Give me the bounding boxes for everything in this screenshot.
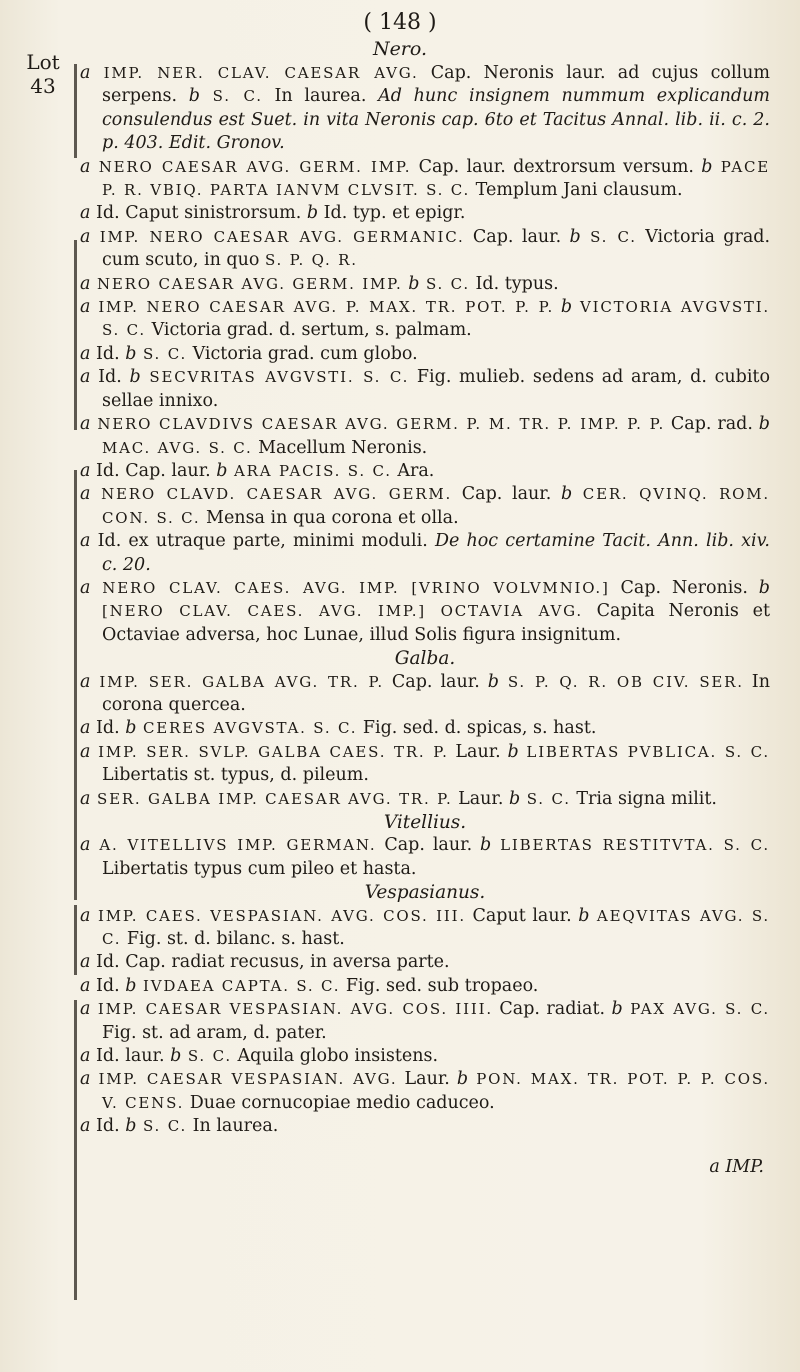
legend-text: NERO CLAVD. CAESAR AVG. GERM.	[90, 485, 453, 504]
legend-text: S. C.	[580, 227, 637, 246]
legend-text: PON. MAX. TR. POT. P. P. COS. V. CENS.	[102, 1070, 770, 1112]
description-text: In laurea.	[262, 86, 379, 107]
description-text: Fig. st. ad aram, d. pater.	[102, 1022, 327, 1043]
description-text: Cap. Neronis.	[609, 577, 759, 598]
side-label: a	[80, 63, 91, 83]
margin-rule	[74, 64, 77, 158]
legend-text: CER. QVINQ. ROM. CON. S. C.	[102, 485, 770, 527]
side-label: a	[80, 203, 91, 224]
margin-rule	[74, 470, 77, 900]
margin-rule	[74, 240, 77, 430]
side-label: b	[560, 484, 573, 505]
side-label: a	[80, 1069, 91, 1090]
side-label: b	[306, 203, 319, 224]
description-text: Libertatis typus cum pileo et hasta.	[102, 858, 417, 879]
legend-text: AEQVITAS AVG. S. C.	[102, 906, 770, 949]
side-label: b	[509, 788, 521, 809]
legend-text: IMP. CAESAR VESPASIAN. AVG. COS. IIII.	[90, 1000, 493, 1019]
side-label: b	[569, 226, 581, 247]
side-label: a	[80, 975, 91, 996]
description-text: Id.	[90, 1116, 126, 1137]
legend-text: NERO CLAVDIVS CAESAR AVG. GERM. P. M. TR. P. IMP. P. P.	[90, 415, 666, 434]
side-label: b	[125, 718, 137, 739]
lot-marker	[18, 50, 68, 98]
side-label: b	[507, 741, 519, 762]
side-label: b	[188, 86, 200, 107]
description-text: Id. typus.	[469, 273, 559, 294]
description-text: Cap. laur.	[464, 226, 570, 247]
legend-text: LIBERTAS RESTITVTA. S. C.	[491, 836, 770, 855]
description-text: In laurea.	[187, 1116, 279, 1137]
coin-entry	[80, 951, 770, 974]
description-text: Mensa in qua corona et olla.	[200, 507, 459, 528]
side-label: b	[758, 577, 770, 598]
legend-text: IMP. SER. SVLP. GALBA CAES. TR. P.	[90, 742, 449, 761]
legend-text: PACE P. R. VBIQ. PARTA IANVM CLVSIT. S. C.	[102, 157, 770, 200]
side-label: b	[487, 671, 499, 692]
description-text: Laur.	[448, 741, 508, 762]
margin-rule	[74, 905, 77, 975]
description-text: Macellum Neronis.	[252, 437, 428, 458]
coin-entry	[80, 1068, 770, 1115]
coin-entry	[80, 366, 770, 413]
side-label: a	[80, 460, 91, 481]
description-text: Victoria grad. cum globo.	[187, 343, 418, 364]
description-text: Victoria grad. cum scuto, in quo	[102, 226, 771, 271]
description-text: Libertatis st. typus, d. pileum.	[102, 765, 369, 786]
legend-text: A. VITELLIVS IMP. GERMAN.	[90, 836, 377, 855]
description-text: Ad hunc insignem nummum explicandum consulendus est Suet. in vita Neronis cap. 6to et Tacitus Annal. lib. ii. c. 2. p. 403. Edit. Gronov.	[102, 86, 770, 154]
coin-entry	[80, 741, 770, 788]
lot-label: Lot	[26, 50, 60, 74]
description-text: Caput laur.	[465, 905, 579, 926]
description-text: Id. ex utraque parte, minimi moduli.	[90, 531, 435, 552]
coin-entry	[80, 530, 770, 577]
side-label: a	[80, 671, 91, 692]
description-text: Aquila globo insistens.	[231, 1046, 439, 1067]
legend-text: SECVRITAS AVGVSTI. S. C.	[140, 368, 410, 387]
description-text: Cap. laur.	[376, 835, 481, 856]
side-label: b	[701, 156, 713, 177]
side-label: b	[129, 367, 141, 388]
legend-text: IMP. NER. CLAV. CAESAR AVG.	[90, 64, 419, 82]
coin-entry	[80, 717, 770, 740]
description-text: Cap. laur.	[452, 484, 561, 505]
side-label: b	[125, 1116, 137, 1137]
legend-text: NERO CLAV. CAES. AVG. IMP. [VRINO VOLVMNIO.]	[90, 578, 610, 597]
side-label: b	[170, 1046, 182, 1067]
coin-entry	[80, 273, 770, 296]
side-label: a	[80, 226, 91, 247]
side-label: a	[80, 718, 91, 739]
coin-entry	[80, 905, 770, 952]
legend-text: S. C.	[419, 274, 470, 293]
coin-entry	[80, 343, 770, 366]
description-text	[554, 297, 561, 317]
side-label: a	[80, 1116, 91, 1137]
coin-entry	[80, 202, 770, 225]
coin-entry	[80, 975, 770, 998]
side-label: b	[611, 999, 623, 1020]
coin-entry	[80, 834, 770, 881]
catchword: a IMP.	[709, 1157, 764, 1178]
description-text: Id.	[90, 975, 126, 996]
side-label: a	[80, 156, 91, 177]
side-label: a	[80, 367, 91, 388]
margin-rule	[74, 1000, 77, 1300]
description-text: Id.	[90, 718, 126, 739]
side-label: a	[80, 531, 91, 552]
legend-text: IVDAEA CAPTA. S. C.	[136, 976, 341, 995]
coin-entry	[80, 1115, 770, 1138]
description-text: Id. Cap. radiat recusus, in aversa parte.	[90, 952, 450, 973]
side-label: a	[80, 1046, 91, 1067]
legend-text: SER. GALBA IMP. CAESAR AVG. TR. P.	[90, 789, 453, 808]
side-label: b	[480, 835, 492, 856]
side-label: a	[80, 484, 91, 505]
section-heading: Galba.	[394, 648, 456, 670]
side-label: a	[80, 741, 91, 762]
legend-text: IMP. NERO CAESAR AVG. GERMANIC.	[90, 227, 465, 246]
side-label: a	[80, 297, 91, 318]
coin-entry	[80, 671, 770, 718]
legend-text: MAC. AVG. S. C.	[102, 438, 253, 457]
side-label: b	[560, 297, 573, 318]
coin-entry	[80, 483, 770, 530]
coin-entry	[80, 1045, 770, 1068]
legend-text: [NERO CLAV. CAES. AVG. IMP.] OCTAVIA AVG.	[102, 602, 583, 621]
side-label: a	[80, 273, 91, 294]
side-label: b	[125, 975, 137, 996]
side-label: b	[216, 460, 228, 481]
description-text: Id.	[90, 367, 130, 388]
page-number: ( 148 )	[363, 10, 437, 35]
legend-text: PAX AVG. S. C.	[622, 1000, 771, 1019]
legend-text: IMP. NERO CAESAR AVG. P. MAX. TR. POT. P. P.	[90, 298, 555, 317]
side-label: a	[80, 952, 91, 973]
catalogue-text	[80, 62, 770, 1197]
description-text: Fig. mulieb. sedens ad aram, d. cubito sellae innixo.	[102, 367, 771, 411]
description-text: Laur.	[397, 1069, 457, 1090]
coin-entry	[80, 788, 770, 811]
side-label: a	[80, 577, 91, 598]
coin-entry	[80, 998, 770, 1045]
legend-text: NERO CAESAR AVG. GERM. IMP.	[90, 157, 412, 176]
description-text: Victoria grad. d. sertum, s. palmam.	[146, 320, 472, 341]
legend-text: IMP. CAESAR VESPASIAN. AVG.	[90, 1070, 398, 1089]
legend-text: IMP. CAES. VESPASIAN. AVG. COS. III.	[90, 906, 466, 925]
legend-text: IMP. SER. GALBA AVG. TR. P.	[90, 672, 384, 691]
coin-entry	[80, 413, 770, 460]
legend-text: S. C.	[136, 1117, 188, 1136]
description-text: Id.	[90, 343, 126, 364]
legend-text: NERO CAESAR AVG. GERM. IMP.	[90, 274, 403, 293]
side-label: a	[80, 905, 91, 926]
legend-text: VICTORIA AVGVSTI. S. C.	[102, 298, 770, 340]
description-text: Capita Neronis et Octaviae adversa, hoc Lunae, illud Solis figura insignitum.	[102, 601, 770, 645]
legend-text: CERES AVGVSTA. S. C.	[136, 719, 358, 738]
description-text: Id. typ. et epigr.	[318, 203, 466, 224]
side-label: b	[125, 343, 137, 364]
coin-entry	[80, 226, 770, 273]
side-label: a	[80, 414, 91, 435]
side-label: a	[80, 835, 91, 856]
legend-text: S. C.	[136, 344, 188, 363]
description-text: In corona quercea.	[102, 671, 770, 715]
description-text: Fig. st. d. bilanc. s. hast.	[121, 929, 345, 950]
description-text: Templum Jani clausum.	[470, 180, 683, 201]
side-label: a	[80, 788, 91, 809]
description-text: Cap. radiat.	[492, 999, 612, 1020]
lot-number: 43	[30, 74, 56, 98]
running-head: Nero.	[372, 38, 428, 60]
side-label: b	[408, 273, 420, 294]
legend-text: LIBERTAS PVBLICA. S. C.	[518, 742, 770, 761]
coin-entry	[80, 577, 770, 647]
description-text: Fig. sed. d. spicas, s. hast.	[357, 718, 597, 739]
section-heading: Vespasianus.	[364, 882, 486, 904]
legend-text: S. C.	[181, 1047, 232, 1066]
coin-entry	[80, 296, 770, 343]
description-text: Id. Cap. laur.	[90, 460, 217, 481]
description-text: Tria signa milit.	[570, 788, 717, 809]
coin-entry	[80, 460, 770, 483]
description-text: Laur.	[452, 788, 509, 809]
description-text: De hoc certamine Tacit. Ann. lib. xiv. c. 20.	[102, 531, 770, 575]
side-label: a	[80, 999, 91, 1020]
legend-text: S. C.	[520, 789, 571, 808]
coin-entry	[80, 156, 770, 203]
description-text: Duae cornucopiae medio caduceo.	[184, 1092, 495, 1113]
side-label: b	[758, 414, 770, 435]
coin-entry	[80, 62, 770, 156]
description-text: Cap. Neronis laur. ad cujus collum serpens.	[102, 63, 770, 107]
section-heading: Vitellius.	[383, 812, 467, 833]
legend-text: ARA PACIS. S. C.	[227, 461, 392, 480]
description-text: Cap. laur. dextrorsum versum.	[411, 156, 702, 177]
side-label: b	[456, 1069, 469, 1090]
description-text: Id. Caput sinistrorsum.	[90, 203, 307, 224]
description-text: Fig. sed. sub tropaeo.	[340, 975, 539, 996]
description-text: Id. laur.	[90, 1046, 171, 1067]
legend-text: S. P. Q. R. OB CIV. SER.	[498, 672, 744, 691]
description-text: Cap. laur.	[383, 671, 488, 692]
description-text: Cap. rad.	[665, 414, 759, 435]
legend-text: S. C.	[199, 87, 263, 106]
side-label: b	[578, 905, 590, 926]
side-label: a	[80, 343, 91, 364]
description-text: Ara.	[391, 460, 435, 481]
legend-text: S. P. Q. R.	[264, 251, 358, 270]
